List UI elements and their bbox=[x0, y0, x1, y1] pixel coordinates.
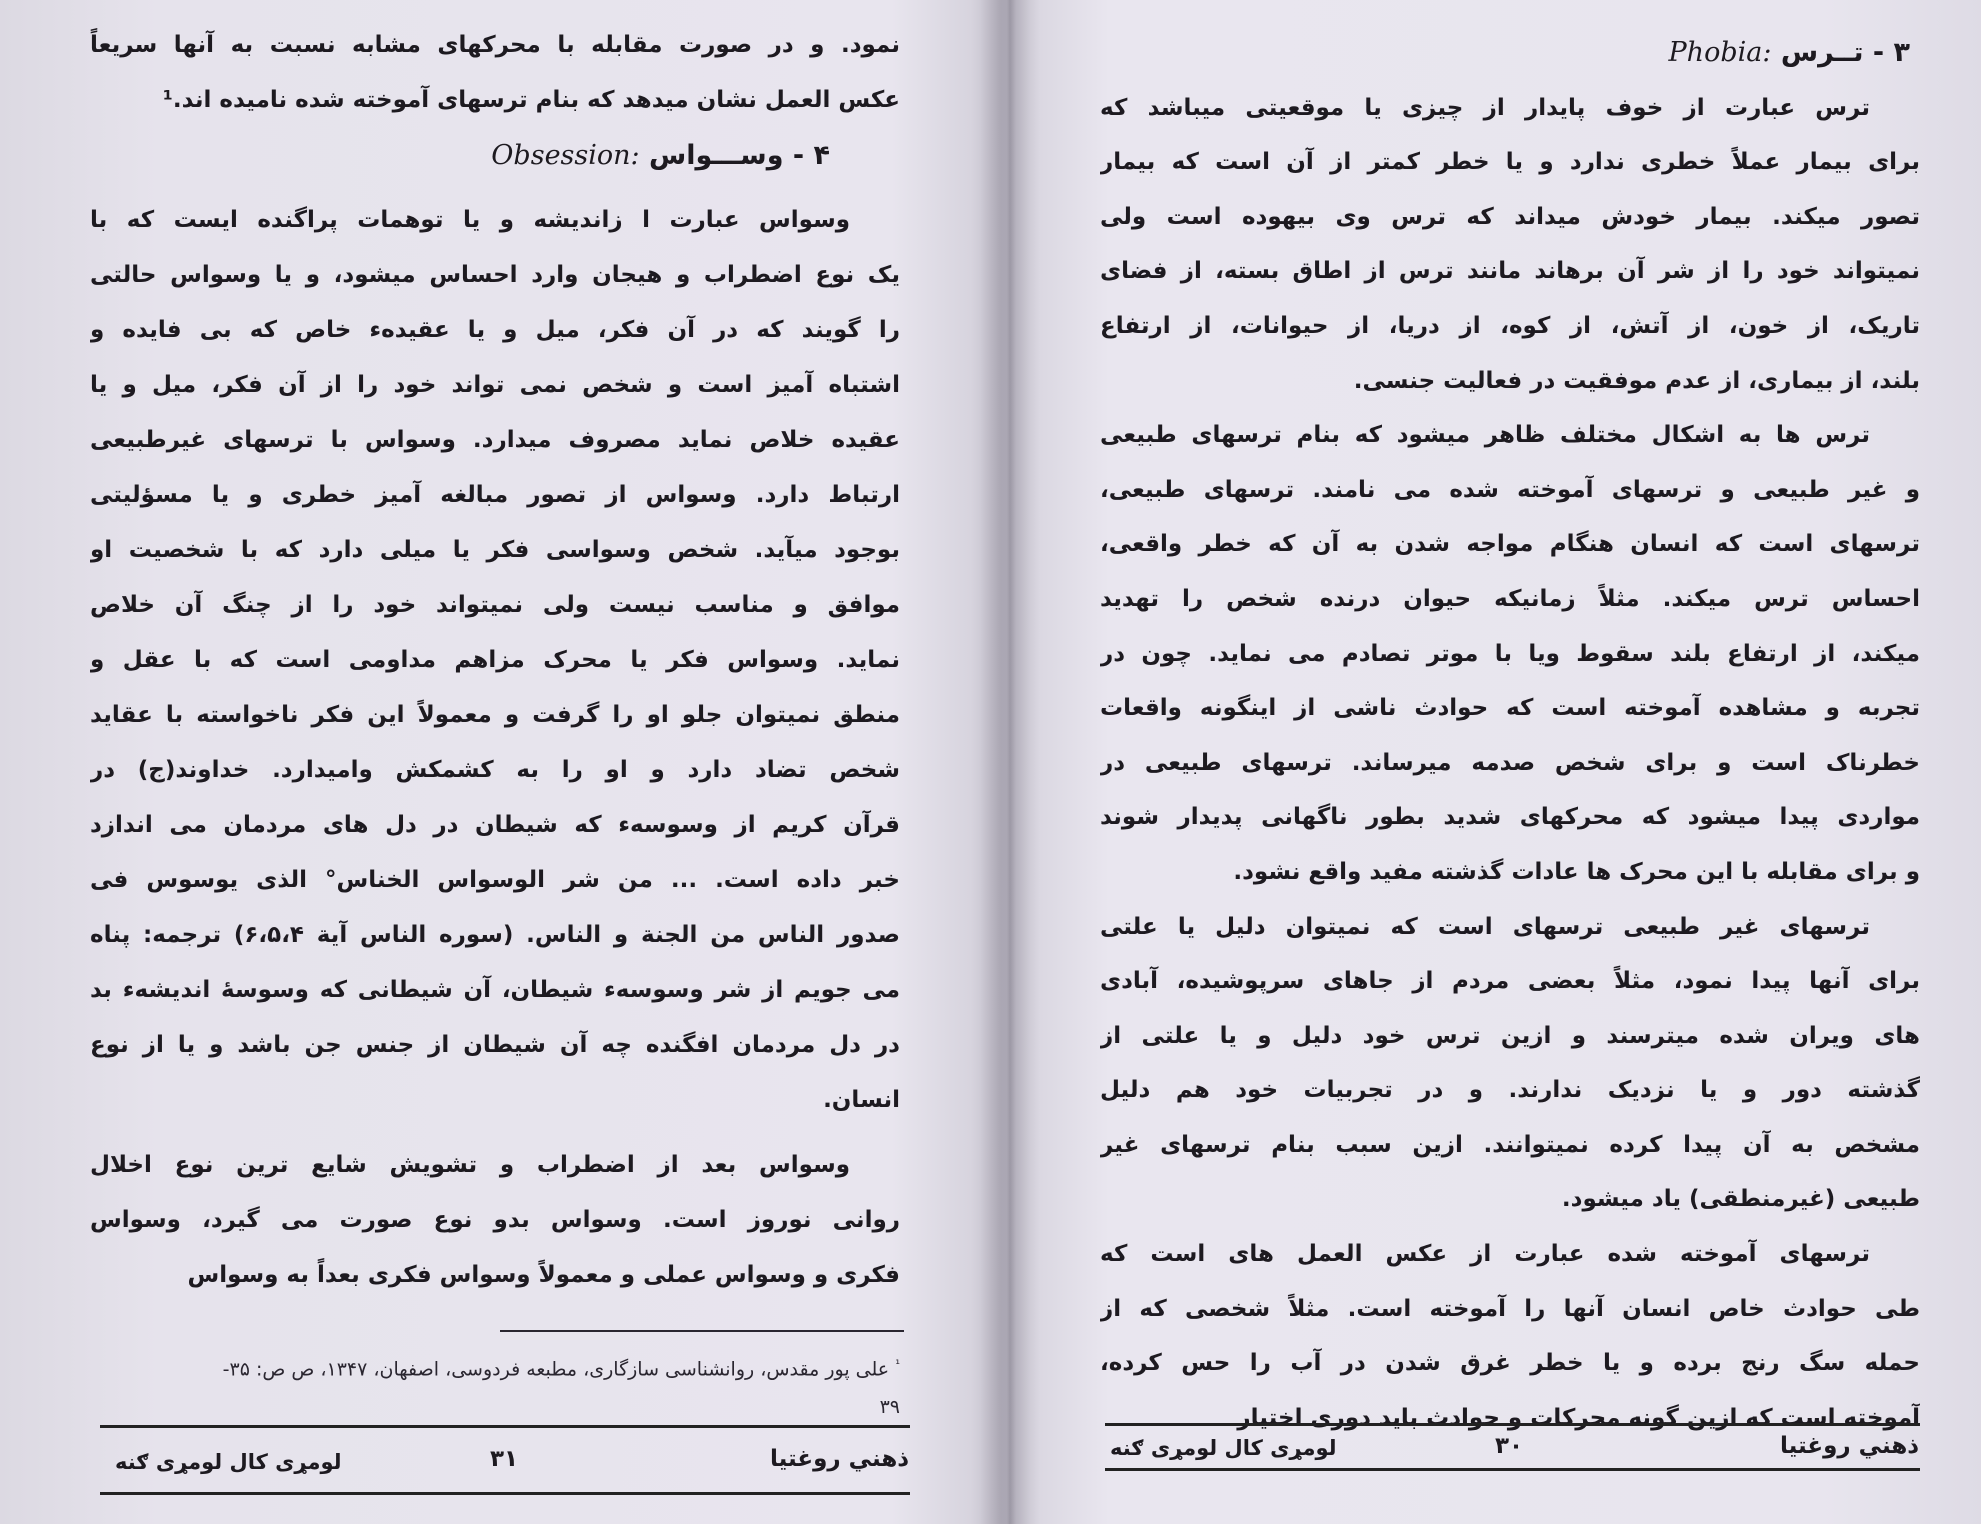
footnote-text-cont: ۳۹ bbox=[879, 1396, 900, 1419]
text-line: قرآن کریم از وسوسهء که شیطان در دل های مردمان می اندازد bbox=[90, 812, 900, 838]
text-line: روانی نوروز است. وسواس بدو نوع صورت می گیرد، وسواس bbox=[90, 1207, 900, 1233]
footer-rule-top bbox=[1105, 1423, 1920, 1426]
text-line: ارتباط دارد. وسواس از تصور مبالغه آمیز خطری و یا مسؤلیتی bbox=[90, 482, 900, 508]
heading-latin: Obsession: bbox=[491, 140, 640, 171]
footnote-marker: ¹ bbox=[895, 1357, 900, 1371]
paragraph bbox=[90, 193, 900, 1128]
page-number: ۳۱ bbox=[490, 1446, 519, 1472]
text-line: ترس عبارت از خوف پایدار از چیزی یا موقعیتی میباشد که bbox=[1100, 94, 1870, 121]
text-line: تصور میکند. بیمار خودش میداند که ترس وی بیهوده است ولی bbox=[1100, 203, 1920, 230]
heading-title: ۴ - وســـواس bbox=[649, 140, 830, 171]
page-number: ۳۰ bbox=[1495, 1433, 1524, 1459]
section-heading-phobia bbox=[1100, 26, 1920, 81]
text-line: را گویند که در آن فکر، میل و یا عقیدهء خاص که بی فایده و bbox=[90, 317, 900, 343]
footer-issue: لومړی کال لومړی ګنه bbox=[1110, 1436, 1337, 1460]
section-heading-obsession bbox=[90, 128, 900, 183]
paragraph bbox=[1100, 81, 1920, 409]
text-line: نمود. و در صورت مقابله با محرکهای مشابه نسبت به آنها سریعاً bbox=[90, 32, 900, 58]
footer-issue: لومړی کال لومړی ګنه bbox=[115, 1450, 342, 1474]
text-line: عقیده خلاص نماید مصروف میدارد. وسواس با ترسهای غیرطبیعی bbox=[90, 427, 900, 453]
text-line: تجربه و مشاهده آموخته است که حوادث ناشی از اینگونه واقعات bbox=[1100, 695, 1920, 722]
footnote-text: علی پور مقدس، روانشناسی سازگاری، مطبعه فردوسی، اصفهان، ۱۳۴۷، ص ص: ۳۵- bbox=[222, 1358, 890, 1381]
footer-journal: ذهني روغتيا bbox=[770, 1446, 910, 1472]
paragraph bbox=[1100, 900, 1920, 1228]
text-line: خبر داده است. ... من شر الوسواس الخناس° الذی یوسوس فی bbox=[90, 867, 900, 893]
text-line: نمیتواند خود را از شر آن برهاند مانند ترس از اطاق بسته، از فضای bbox=[1100, 258, 1920, 285]
footer-journal: ذهني روغتيا bbox=[1780, 1433, 1920, 1459]
right-page bbox=[1000, 0, 1981, 1524]
text-line: ترس ها به اشکال مختلف ظاهر میشود که بنام ترسهای طبیعی bbox=[1100, 422, 1870, 449]
heading-latin: Phobia: bbox=[1668, 37, 1772, 68]
text-line: عکس العمل نشان میدهد که بنام ترسهای آموخته شده نامیده اند.¹ bbox=[162, 87, 900, 113]
text-line: طی حوادث خاص انسان آنها را آموخته است. مثلاً شخصی که از bbox=[1100, 1295, 1920, 1322]
right-text-column bbox=[1100, 26, 1920, 1445]
text-line: وسواس عبارت ا زاندیشه و یا توهمات پراگنده ایست که با bbox=[90, 207, 850, 233]
heading-title: ۳ - تــرس bbox=[1780, 37, 1910, 68]
text-line: اشتباه آمیز است و شخص نمی تواند خود را از آن فکر، میل و یا bbox=[90, 372, 900, 398]
text-line: تاریک، از خون، از آتش، از کوه، از دریا، از حیوانات، از ارتفاع bbox=[1100, 312, 1920, 339]
paragraph bbox=[1100, 1227, 1920, 1445]
text-line: گذشته دور و یا نزدیک ندارند. و در تجربیات خود هم دلیل bbox=[1100, 1077, 1920, 1104]
text-line: مواردی پیدا میشود که محرکهای شدید بطور ناگهانی پدیدار شوند bbox=[1100, 804, 1920, 831]
text-line: های ویران شده میترسند و ازین ترس خود دلیل و یا علتی از bbox=[1100, 1022, 1920, 1049]
text-line: نماید. وسواس فکر یا محرک مزاهم مداومی است که با عقل و bbox=[90, 647, 900, 673]
text-line: و برای مقابله با این محرک ها عادات گذشته مفید واقع نشود. bbox=[1233, 858, 1920, 885]
text-line: حمله سگ رنج برده و یا خطر غرق شدن در آب را حس کرده، bbox=[1100, 1350, 1920, 1377]
left-text-column bbox=[90, 18, 900, 1303]
text-line: در دل مردمان افگنده چه آن شیطان از جنس جن باشد و یا از نوع bbox=[90, 1032, 900, 1058]
text-line: انسان. bbox=[823, 1087, 900, 1113]
text-line: بوجود میآید. شخص وسواسی فکر یا میلی دارد که با شخصیت او bbox=[90, 537, 900, 563]
text-line: برای بیمار عملاً خطری ندارد و یا خطر کمتر از آن است که بیمار bbox=[1100, 149, 1920, 176]
text-line: ترسهای است که انسان هنگام مواجه شدن به آن که خطر واقعی، bbox=[1100, 531, 1920, 558]
text-line: آموخته است که ازین گونه محرکات و حوادث باید دوری اختیار bbox=[1237, 1404, 1920, 1431]
text-line: صدور الناس من الجنة و الناس. (سوره الناس آیة ۶،۵،۴) ترجمه: پناه bbox=[90, 922, 900, 948]
text-line: منطق نمیتوان جلو او را گرفت و معمولاً این فکر ناخواسته با عقاید bbox=[90, 702, 900, 728]
footnote bbox=[110, 1345, 900, 1426]
text-line: ترسهای غیر طبیعی ترسهای است که نمیتوان دلیل یا علتی bbox=[1100, 913, 1870, 940]
footer-rule-bottom bbox=[100, 1492, 910, 1495]
text-line: و غیر طبیعی و ترسهای آموخته شده می نامند. ترسهای طبیعی، bbox=[1100, 476, 1920, 503]
paragraph bbox=[1100, 408, 1920, 899]
text-line: بلند، از بیماری، از عدم موفقیت در فعالیت جنسی. bbox=[1353, 367, 1920, 394]
paragraph bbox=[90, 1138, 900, 1303]
footer-rule-top bbox=[100, 1425, 910, 1428]
text-line: میکند، از ارتفاع بلند سقوط ویا با موتر تصادم می نماید. چون در bbox=[1100, 640, 1920, 667]
text-line: یک نوع اضطراب و هیجان وارد احساس میشود، و یا وسواس حالتی bbox=[90, 262, 900, 288]
footnote-divider bbox=[500, 1330, 904, 1332]
text-line: خطرناک است و برای شخص صدمه میرساند. ترسهای طبیعی در bbox=[1100, 749, 1920, 776]
text-line: فکری و وسواس عملی و معمولاً وسواس فکری بعداً به وسواس bbox=[187, 1262, 900, 1288]
text-line: موافق و مناسب نیست ولی نمیتواند خود را از چنگ آن خلاص bbox=[90, 592, 900, 618]
text-line: مشخص به آن پیدا کرده نمیتوانند. ازین سبب بنام ترسهای غیر bbox=[1100, 1131, 1920, 1158]
text-line: احساس ترس میکند. مثلاً زمانیکه حیوان درنده شخص را تهدید bbox=[1100, 585, 1920, 612]
footer-rule-bottom bbox=[1105, 1468, 1920, 1471]
text-line: ترسهای آموخته شده عبارت از عکس العمل های است که bbox=[1100, 1241, 1870, 1268]
text-line: طبیعی (غیرمنطقی) یاد میشود. bbox=[1561, 1186, 1920, 1213]
text-line: می جویم از شر وسوسهء شیطان، آن شیطانی که وسوسۀ اندیشهء بد bbox=[90, 977, 900, 1003]
text-line: برای آنها پیدا نمود، مثلاً بعضی مردم از جاهای سرپوشیده، آبادی bbox=[1100, 968, 1920, 995]
text-line: شخص تضاد دارد و او را به کشمکش وامیدارد. خداوند(ج) در bbox=[90, 757, 900, 783]
text-line: وسواس بعد از اضطراب و تشویش شایع ترین نوع اخلال bbox=[90, 1152, 850, 1178]
left-page bbox=[0, 0, 990, 1524]
